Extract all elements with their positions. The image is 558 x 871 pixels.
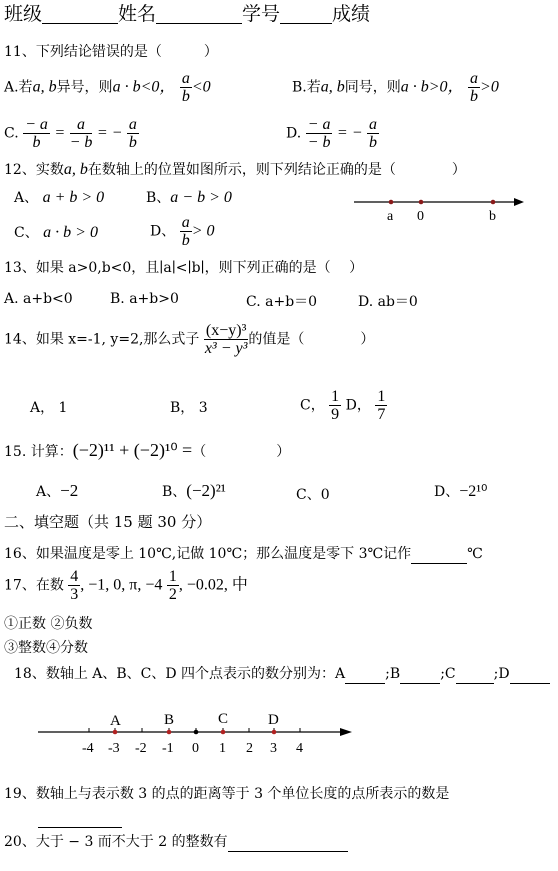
q12-option-a[interactable]: A、 a + b > 0	[14, 189, 105, 206]
name-label: 姓名	[118, 3, 157, 25]
q15-option-c[interactable]: C、0	[296, 487, 330, 503]
q14-option-b[interactable]: B， 3	[170, 400, 208, 416]
number-label: 学号	[242, 3, 281, 25]
q14-stem: 14、如果 x=-1, y=2,那么式子 $\frac{\text{(x−y)³}}{\text{x³ − y³}}$ 的值是（ ）	[4, 322, 375, 357]
axis-label-zero: 0	[417, 209, 424, 224]
q16-blank[interactable]	[411, 545, 467, 564]
q14-option-c[interactable]: C， $\frac{1}{9}$ D， $\frac{1}{7}$	[300, 388, 386, 423]
q15-option-b[interactable]: B、(−2)²¹	[162, 481, 226, 500]
q13-stem: 13、如果 a>0,b<0，且∣a∣<∣b∣，则下列正确的是（ ）	[4, 260, 364, 276]
q17-stem: 17、在数 $\frac{4}{3}$ , −1, 0, π, −4 $\frac{1}{2}$ , −0.02, 中	[4, 568, 248, 603]
q11-option-c[interactable]: C. $\frac{- a}{b}$ = $\frac{a}{- b}$ = − $\frac{a}{b}$	[4, 116, 137, 151]
q19-answer-blank-row	[38, 808, 122, 828]
q11-option-d[interactable]: D. $\frac{- a}{- b}$ = − $\frac{a}{b}$	[286, 116, 377, 151]
point-b-dot	[491, 200, 496, 205]
score-label: 成绩	[332, 3, 371, 25]
tick-label: -1	[162, 741, 174, 756]
q18-number-line	[34, 706, 364, 758]
q11-b-fraction: $\frac{a}{b}$	[470, 70, 479, 105]
q14-expression: $\frac{\text{(x−y)³}}{\text{x³ − y³}}$	[204, 322, 248, 357]
section-2-title: 二、填空题（共 15 题 30 分）	[4, 513, 212, 531]
point-a-dot	[113, 730, 118, 735]
axis-label-b: b	[489, 209, 496, 224]
q13-option-a[interactable]: A. a+b<0	[4, 291, 73, 307]
tick-label: 2	[246, 741, 253, 756]
axis-label-a: a	[387, 209, 394, 224]
q20-question: 20、大于 − 3 而不大于 2 的整数有	[4, 832, 348, 852]
q11-a-fraction: $\frac{a}{b}$	[181, 70, 190, 105]
number-blank[interactable]	[280, 5, 332, 24]
point-b-dot	[167, 730, 172, 735]
q12-option-d[interactable]: D、 $\frac{a}{b}$ > 0	[150, 214, 215, 249]
q13-option-d[interactable]: D. ab＝0	[358, 294, 418, 310]
point-label-b: B	[164, 712, 175, 728]
q12-option-b[interactable]: B、a − b > 0	[146, 189, 232, 206]
q19-blank[interactable]	[38, 809, 122, 828]
origin-dot	[194, 730, 199, 735]
q11-option-b[interactable]: B.若a, b同号，则a · b>0， $\frac{a}{b}$ >0	[292, 70, 499, 105]
q12-number-line	[350, 192, 530, 226]
q18-blank-b[interactable]	[400, 665, 440, 684]
header-row	[4, 4, 370, 24]
point-label-c: C	[218, 711, 229, 727]
point-a-dot	[389, 200, 394, 205]
tick-label: -4	[82, 741, 94, 756]
q15-option-d[interactable]: D、−2¹⁰	[434, 483, 488, 500]
q18-blank-a[interactable]	[345, 665, 385, 684]
point-label-d: D	[268, 712, 279, 728]
q17-category-line-2: ③整数④分数	[4, 640, 88, 656]
q16-question: 16、如果温度是零上 10℃,记做 10℃；那么温度是零下 3℃记作 ℃	[4, 546, 483, 562]
class-blank[interactable]	[42, 5, 118, 24]
tick-label: 1	[219, 741, 226, 756]
tick-label: 4	[296, 741, 303, 756]
name-blank[interactable]	[156, 5, 242, 24]
point-label-a: A	[110, 713, 121, 729]
point-zero-dot	[419, 200, 424, 205]
tick-label: -3	[108, 741, 120, 756]
tick-label: 0	[192, 741, 199, 756]
q11-stem: 11、下列结论错误的是（ ）	[4, 44, 218, 60]
point-d-dot	[272, 730, 277, 735]
q12-stem: 12、实数a, b在数轴上的位置如图所示，则下列结论正确的是（ ）	[4, 161, 466, 178]
q14-option-a[interactable]: A， 1	[30, 400, 68, 416]
q18-blank-d[interactable]	[510, 665, 550, 684]
class-label: 班级	[4, 3, 43, 25]
q18-stem: 18、数轴上 A、B、C、D 四个点表示的数分别为：A ;B ;C ;D	[14, 664, 550, 684]
tick-label: 3	[270, 741, 277, 756]
q20-blank[interactable]	[228, 833, 348, 852]
q15-stem: 15. 计算：(−2)¹¹ + (−2)¹⁰ =（ ）	[4, 440, 291, 460]
q11-option-a[interactable]: A.若a, b异号，则a · b<0， $\frac{a}{b}$ <0	[4, 70, 211, 105]
tick-label: -2	[135, 741, 147, 756]
q13-option-b[interactable]: B. a+b>0	[110, 291, 179, 307]
q18-blank-c[interactable]	[456, 665, 494, 684]
q12-option-c[interactable]: C、 a · b > 0	[14, 224, 98, 241]
point-c-dot	[221, 730, 226, 735]
axis-arrow	[340, 728, 352, 736]
q17-category-line-1: ①正数 ②负数	[4, 616, 93, 632]
axis-arrow	[514, 198, 524, 206]
q15-option-a[interactable]: A、−2	[36, 481, 79, 500]
q13-option-c[interactable]: C. a+b＝0	[246, 294, 318, 310]
q19-question: 19、数轴上与表示数 3 的点的距离等于 3 个单位长度的点所表示的数是	[4, 786, 450, 802]
